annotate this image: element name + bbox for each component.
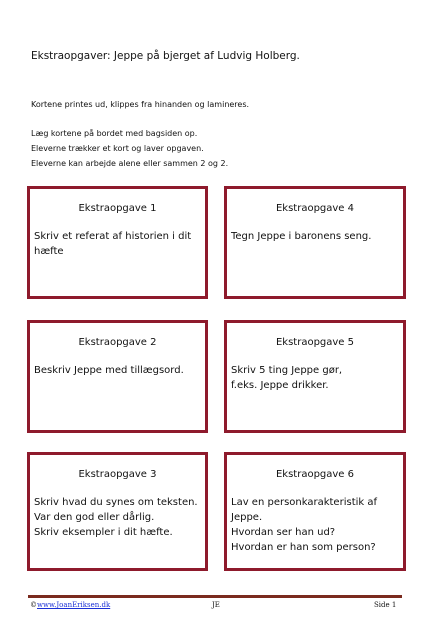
card-heading: Ekstraopgave 4 (275, 203, 355, 214)
card-line: Lav en personkarakteristik af (231, 497, 378, 508)
card-text (34, 363, 201, 378)
intro-line: Kortene printes ud, klippes fra hinanden og lamineres. (31, 100, 250, 109)
card-line: hæfte (34, 246, 64, 257)
card-line: Hvordan ser han ud? (231, 527, 336, 538)
card-line: Skriv hvad du synes om teksten. (34, 497, 198, 508)
card-text (231, 495, 399, 555)
card-line: Var den god eller dårlig. (34, 512, 155, 523)
page-title: Ekstraopgaver: Jeppe på bjerget af Ludvig Holberg. (31, 50, 300, 62)
task-card-4 (224, 186, 406, 299)
card-line: Jeppe. (231, 512, 263, 523)
card-line: f.eks. Jeppe drikker. (231, 380, 329, 391)
task-card-5 (224, 320, 406, 433)
card-line: Skriv eksempler i dit hæfte. (34, 527, 173, 538)
card-heading: Ekstraopgave 1 (78, 203, 157, 214)
card-text (231, 363, 399, 393)
card-text (34, 229, 201, 259)
card-heading: Ekstraopgave 6 (275, 469, 355, 480)
task-card-3 (27, 452, 208, 571)
card-heading: Ekstraopgave 3 (78, 469, 157, 480)
intro-line: Eleverne kan arbejde alene eller sammen 2 og 2. (31, 159, 229, 168)
card-line: Hvordan er han som person? (231, 542, 376, 553)
copyright-symbol: © (30, 601, 37, 609)
card-line: Skriv 5 ting Jeppe gør, (231, 365, 343, 376)
intro-line: Læg kortene på bordet med bagsiden op. (31, 129, 198, 138)
page-number: Side 1 (374, 601, 397, 609)
footer-rule (28, 595, 402, 598)
card-heading: Ekstraopgave 2 (78, 337, 157, 348)
footer-link[interactable]: www.JoanEriksen.dk (37, 601, 111, 609)
card-text (34, 495, 201, 540)
card-text (231, 229, 399, 244)
task-card-6 (224, 452, 406, 571)
footer-source (30, 601, 110, 609)
footer-initials: JE (212, 601, 220, 609)
intro-line: Eleverne trækker et kort og laver opgaven. (31, 144, 204, 153)
task-card-1 (27, 186, 208, 299)
card-line: Tegn Jeppe i baronens seng. (231, 231, 372, 242)
card-line: Skriv et referat af historien i dit (34, 231, 192, 242)
task-card-2 (27, 320, 208, 433)
card-heading: Ekstraopgave 5 (275, 337, 355, 348)
card-line: Beskriv Jeppe med tillægsord. (34, 365, 184, 376)
